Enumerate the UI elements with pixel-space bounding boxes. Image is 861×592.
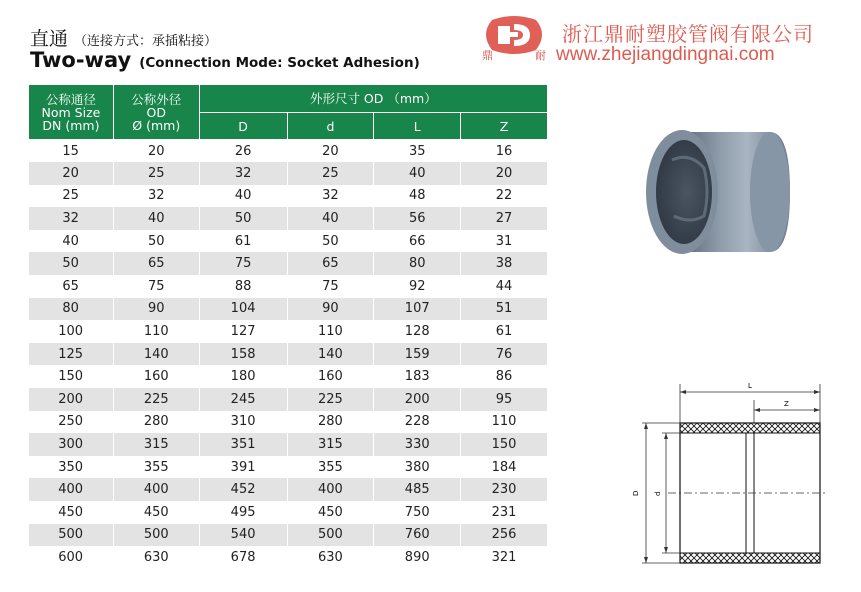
table-cell: 31	[461, 230, 548, 253]
table-cell: 140	[287, 343, 374, 366]
table-cell: 231	[461, 501, 548, 524]
table-cell: 245	[199, 388, 287, 411]
table-cell: 150	[461, 433, 548, 456]
table-cell: 330	[374, 433, 461, 456]
logo-caption	[482, 47, 546, 63]
table-cell: 230	[461, 478, 548, 501]
table-cell: 300	[29, 433, 114, 456]
table-cell: 25	[29, 185, 114, 208]
table-row	[29, 185, 548, 208]
table-cell: 107	[374, 298, 461, 321]
table-row	[29, 230, 548, 253]
table-cell: 51	[461, 298, 548, 321]
table-cell: 450	[113, 501, 199, 524]
table-cell: 76	[461, 343, 548, 366]
table-row	[29, 501, 548, 524]
table-cell: 380	[374, 456, 461, 479]
table-cell: 50	[113, 230, 199, 253]
table-cell: 540	[199, 524, 287, 547]
logo-char-right: 耐	[535, 49, 546, 62]
table-cell: 351	[199, 433, 287, 456]
table-cell: 450	[287, 501, 374, 524]
table-cell: 38	[461, 252, 548, 275]
col1-header-line3: DN (mm)	[42, 117, 100, 133]
table-cell: 92	[374, 275, 461, 298]
table-cell: 128	[374, 320, 461, 343]
table-cell: 61	[461, 320, 548, 343]
table-cell: 350	[29, 456, 114, 479]
page-title-en	[30, 48, 420, 72]
table-cell: 15	[29, 140, 114, 163]
table-cell: 200	[29, 388, 114, 411]
table-cell: 500	[29, 524, 114, 547]
table-cell: 50	[287, 230, 374, 253]
table-row	[29, 524, 548, 547]
col1-header-line2: Nom Size	[41, 104, 101, 120]
table-cell: 125	[29, 343, 114, 366]
table-row	[29, 252, 548, 275]
subtitle-en: (Connection Mode: Socket Adhesion)	[139, 55, 420, 71]
table-cell: 110	[461, 411, 548, 434]
table-cell: 27	[461, 207, 548, 230]
table-cell: 110	[113, 320, 199, 343]
table-cell: 225	[113, 388, 199, 411]
col2-header-line3: Ø (mm)	[132, 117, 181, 133]
table-cell: 90	[287, 298, 374, 321]
spec-table	[28, 84, 548, 569]
table-cell: 180	[199, 365, 287, 388]
title-en-text: Two-way	[30, 48, 132, 72]
table-cell: 40	[113, 207, 199, 230]
table-cell: 75	[113, 275, 199, 298]
table-row	[29, 365, 548, 388]
table-cell: 110	[287, 320, 374, 343]
table-cell: 40	[29, 230, 114, 253]
table-cell: 391	[199, 456, 287, 479]
col2-header-line2: OD	[146, 104, 166, 120]
table-cell: 355	[113, 456, 199, 479]
table-cell: 256	[461, 524, 548, 547]
table-cell: 160	[287, 365, 374, 388]
table-cell: 50	[29, 252, 114, 275]
table-cell: 75	[287, 275, 374, 298]
subtitle-cn: （连接方式：承插粘接）	[74, 34, 218, 49]
table-cell: 452	[199, 478, 287, 501]
table-cell: 200	[374, 388, 461, 411]
table-row	[29, 411, 548, 434]
table-cell: 86	[461, 365, 548, 388]
dim-label-Z: Z	[784, 400, 789, 408]
table-cell: 890	[374, 546, 461, 569]
table-cell: 184	[461, 456, 548, 479]
table-cell: 355	[287, 456, 374, 479]
col-header-od	[113, 85, 199, 140]
logo-char-left: 鼎	[482, 49, 493, 62]
table-row	[29, 546, 548, 569]
table-cell: 80	[29, 298, 114, 321]
table-cell: 65	[29, 275, 114, 298]
table-cell: 80	[374, 252, 461, 275]
table-cell: 26	[199, 140, 287, 163]
table-cell: 750	[374, 501, 461, 524]
table-cell: 88	[199, 275, 287, 298]
table-cell: 159	[374, 343, 461, 366]
table-cell: 25	[113, 162, 199, 185]
table-cell: 61	[199, 230, 287, 253]
table-cell: 40	[287, 207, 374, 230]
table-cell: 500	[287, 524, 374, 547]
table-cell: 228	[374, 411, 461, 434]
table-cell: 183	[374, 365, 461, 388]
table-row	[29, 298, 548, 321]
table-cell: 485	[374, 478, 461, 501]
col-header-Z: Z	[461, 113, 548, 140]
table-row	[29, 456, 548, 479]
technical-drawing	[628, 378, 828, 578]
table-cell: 32	[113, 185, 199, 208]
table-row	[29, 320, 548, 343]
table-cell: 400	[287, 478, 374, 501]
table-cell: 310	[199, 411, 287, 434]
pipe-coupling-photo	[630, 112, 790, 272]
table-cell: 280	[287, 411, 374, 434]
title-cn-text: 直通	[30, 28, 69, 50]
table-cell: 90	[113, 298, 199, 321]
table-cell: 35	[374, 140, 461, 163]
table-row	[29, 207, 548, 230]
table-row	[29, 388, 548, 411]
table-cell: 630	[113, 546, 199, 569]
table-cell: 678	[199, 546, 287, 569]
table-cell: 100	[29, 320, 114, 343]
table-cell: 20	[287, 140, 374, 163]
table-cell: 32	[29, 207, 114, 230]
table-row	[29, 162, 548, 185]
table-cell: 22	[461, 185, 548, 208]
company-name: 浙江鼎耐塑胶管阀有限公司	[562, 22, 814, 46]
table-row	[29, 343, 548, 366]
table-cell: 495	[199, 501, 287, 524]
table-cell: 140	[113, 343, 199, 366]
group-header-dimensions: 外形尺寸 OD （mm）	[199, 85, 547, 113]
dim-label-D: D	[632, 490, 640, 496]
table-cell: 32	[287, 185, 374, 208]
table-cell: 50	[199, 207, 287, 230]
table-cell: 315	[113, 433, 199, 456]
table-cell: 95	[461, 388, 548, 411]
spec-table-body	[29, 140, 548, 569]
company-website: www.zhejiangdingnai.com	[556, 44, 775, 65]
table-row	[29, 433, 548, 456]
table-cell: 225	[287, 388, 374, 411]
table-cell: 321	[461, 546, 548, 569]
table-cell: 65	[287, 252, 374, 275]
table-cell: 150	[29, 365, 114, 388]
col-header-L: L	[374, 113, 461, 140]
table-cell: 280	[113, 411, 199, 434]
table-cell: 400	[29, 478, 114, 501]
table-row	[29, 478, 548, 501]
table-cell: 66	[374, 230, 461, 253]
col-header-D: D	[199, 113, 287, 140]
dim-label-L: L	[748, 382, 752, 390]
table-row	[29, 140, 548, 163]
table-cell: 40	[199, 185, 287, 208]
col-header-d: d	[287, 113, 374, 140]
table-cell: 760	[374, 524, 461, 547]
table-cell: 315	[287, 433, 374, 456]
table-cell: 20	[461, 162, 548, 185]
col1-header-line1: 公称通径	[45, 91, 96, 107]
table-cell: 48	[374, 185, 461, 208]
table-cell: 20	[113, 140, 199, 163]
table-cell: 25	[287, 162, 374, 185]
page-title-cn	[30, 24, 217, 51]
table-cell: 40	[374, 162, 461, 185]
table-cell: 104	[199, 298, 287, 321]
table-cell: 160	[113, 365, 199, 388]
table-cell: 65	[113, 252, 199, 275]
table-cell: 56	[374, 207, 461, 230]
table-cell: 158	[199, 343, 287, 366]
table-cell: 20	[29, 162, 114, 185]
table-cell: 450	[29, 501, 114, 524]
col2-header-line1: 公称外径	[131, 91, 182, 107]
table-cell: 75	[199, 252, 287, 275]
table-cell: 600	[29, 546, 114, 569]
dim-label-d: d	[654, 491, 662, 496]
col-header-nom-size	[29, 85, 114, 140]
table-cell: 630	[287, 546, 374, 569]
table-cell: 32	[199, 162, 287, 185]
table-cell: 500	[113, 524, 199, 547]
table-cell: 127	[199, 320, 287, 343]
table-cell: 16	[461, 140, 548, 163]
table-cell: 44	[461, 275, 548, 298]
table-row	[29, 275, 548, 298]
table-cell: 250	[29, 411, 114, 434]
table-cell: 400	[113, 478, 199, 501]
